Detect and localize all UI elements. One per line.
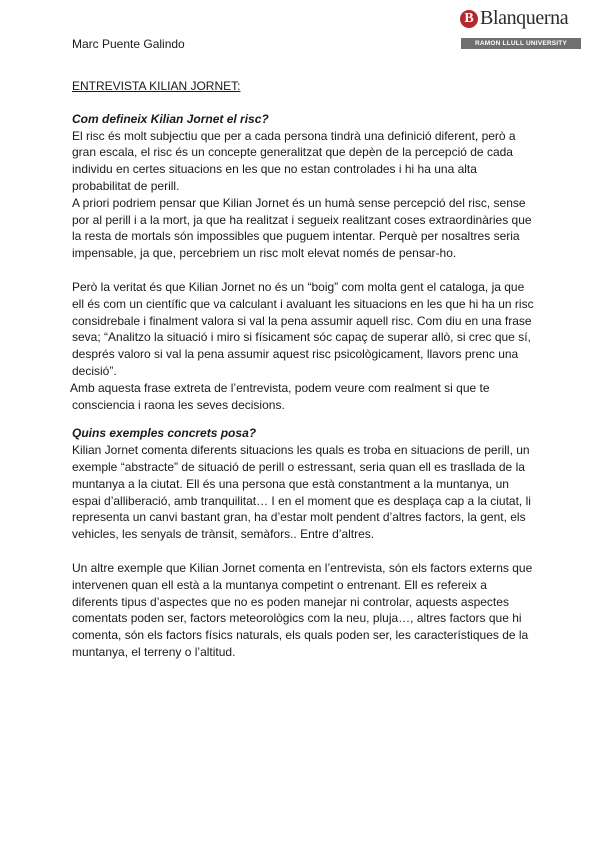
paragraph: Kilian Jornet comenta diferents situacions les quals es troba en situacions de perill, un exemple “abstracte” de situació de perill o estressant, seria quan ell es trasllada de la muntanya a la ciutat. Ell és una persona que està constantment a la muntanya, un espai d’alliberació, amb tranquilitat… I en el moment que es desplaça cap a la ciutat, li representa un canvi bastant gran, ha d’estar molt pendent d’altres factors, la gent, els vehicles, les senyals de trànsit, semàfors.. Entre d’altres. xyxy=(72,443,531,542)
logo-name: Blanquerna xyxy=(480,7,569,29)
paragraph: Però la veritat és que Kilian Jornet no és un “boig” com molta gent el cataloga, ja que ell és com un científic que va calculant i avaluant les situacions en les que hi ha un risc considrebale i finalment valora si val la pena assumir aquell risc. Com diu en una frase seva; “Analitzo la situació i miro si físicament sóc capaç de superar allò, si crec que sí, després valoro si val la pena assumir aquest risc psicològicament, llavors prenc una decisió”. xyxy=(72,279,534,378)
logo-mark-icon: B xyxy=(460,10,478,28)
paragraph: Amb aquesta frase extreta de l’entrevista, podem veure com realment si que te consciencia i raona les seves decisions. xyxy=(70,380,490,412)
university-logo xyxy=(458,8,582,50)
section-question: Com defineix Kilian Jornet el risc? xyxy=(72,111,269,126)
paragraph: El risc és molt subjectiu que per a cada persona tindrà una definició diferent, però a gran escala, el risc és un concepte generalitzat que depèn de la percepció de cada individu en certes situacions en les que no estan controlades i hi ha una alta probabilitat de perill. xyxy=(72,128,516,193)
section-question: Quins exemples concrets posa? xyxy=(72,426,257,441)
paragraph: A priori podriem pensar que Kilian Jornet és un humà sense percepció del risc, sense por al perill i a la mort, ja que ha realitzat i segueix realitzant coses extraordinàries que la resta de mortals són impossibles que puguem intentar. Perquè per nosaltres seria impensable, ja que, percebriem un risc molt elevat només de pensar-ho. xyxy=(72,195,532,261)
author-name: Marc Puente Galindo xyxy=(72,37,185,51)
paragraph: Un altre exemple que Kilian Jornet comenta en l’entrevista, són els factors externs que intervenen quan ell està a la muntanya competint o entrenant. Ell es refereix a diferents tipus d’aspectes que no es poden manejar ni controlar, aquests aspectes comentats poden ser, factors meteorològics com la neu, pluja…, altres factors que hi comenta, són els factors físics naturals, els quals poden ser, les característiques de la muntanya, el terreny o l’altitud. xyxy=(72,560,533,659)
logo-subtitle: RAMON LLULL UNIVERSITY xyxy=(461,38,581,49)
document-body xyxy=(72,78,534,661)
document-title: ENTREVISTA KILIAN JORNET: xyxy=(72,79,241,93)
